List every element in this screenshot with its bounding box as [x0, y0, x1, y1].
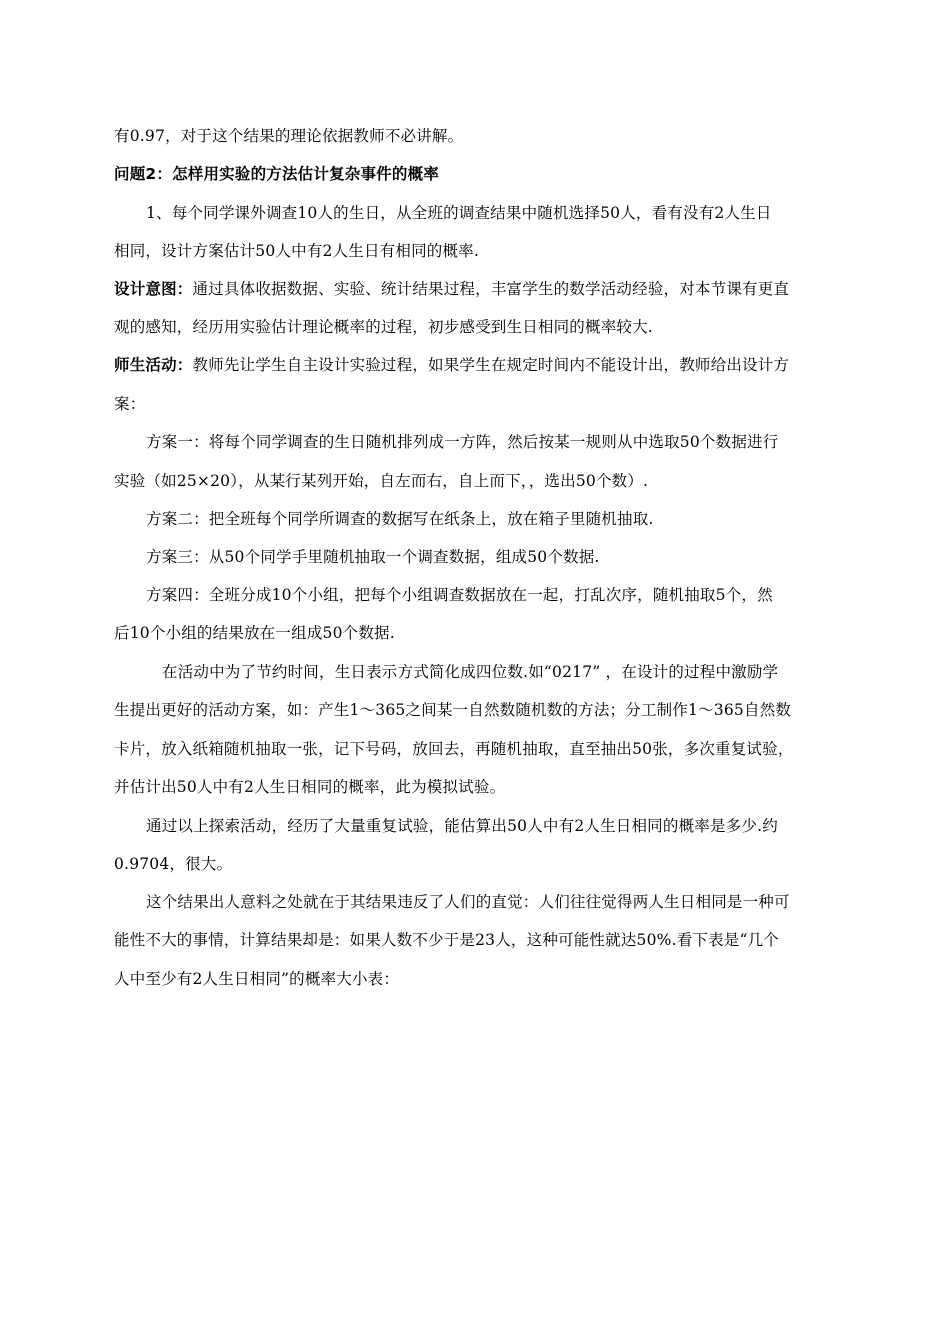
- paragraph-line: 相同，设计方案估计50人中有2人生日有相同的概率.: [114, 242, 480, 260]
- plan-three-line: 方案三：从50个同学手里随机抽取一个调查数据，组成50个数据.: [146, 548, 600, 566]
- design-intent-text: 通过具体收据数据、实验、统计结果过程，丰富学生的数学活动经验，对本节课有更直: [192, 280, 790, 298]
- plan-two-line: 方案二：把全班每个同学所调查的数据写在纸条上，放在箱子里随机抽取.: [146, 510, 654, 528]
- paragraph-line: 能性不大的事情，计算结果却是：如果人数不少于是23人，这种可能性就达50%.看下表是“几个: [114, 931, 780, 949]
- paragraph-line: 这个结果出人意料之处就在于其结果违反了人们的直觉：人们往往觉得两人生日相同是一种可: [146, 893, 790, 911]
- activity-label: 师生活动：: [114, 356, 193, 374]
- paragraph-line: 案：: [114, 395, 146, 413]
- paragraph-line: 0.9704，很大。: [114, 855, 233, 873]
- design-intent-label: 设计意图：: [114, 280, 193, 298]
- paragraph-line: 卡片，放入纸箱随机抽取一张，记下号码，放回去，再随机抽取，直至抽出50张，多次重复试验，: [114, 740, 794, 758]
- design-intent-line: [114, 279, 789, 299]
- paragraph-line: 实验（如25×20），从某行某列开始，自左而右，自上而下，，选出50个数）.: [114, 472, 649, 490]
- paragraph-line: 1、每个同学课外调查10人的生日，从全班的调查结果中随机选择50人，看有没有2人生日: [146, 204, 772, 222]
- paragraph-line: 有0.97，对于这个结果的理论依据教师不必讲解。: [114, 127, 464, 145]
- activity-line: [114, 355, 789, 375]
- paragraph-line: 观的感知，经历用实验估计理论概率的过程，初步感受到生日相同的概率较大.: [114, 318, 653, 336]
- plan-one-line: 方案一：将每个同学调查的生日随机排列成一方阵，然后按某一规则从中选取50个数据进行: [146, 433, 779, 451]
- paragraph-line: 生提出更好的活动方案，如：产生1～365之间某一自然数随机数的方法；分工制作1～365自然数: [114, 701, 792, 719]
- activity-text: 教师先让学生自主设计实验过程，如果学生在规定时间内不能设计出，教师给出设计方: [192, 356, 790, 374]
- paragraph-line: 在活动中为了节约时间，生日表示方式简化成四位数.如“0217” ，在设计的过程中激励学: [162, 663, 779, 681]
- paragraph-line: 后10个小组的结果放在一组成50个数据.: [114, 624, 395, 642]
- paragraph-line: 通过以上探索活动，经历了大量重复试验，能估算出50人中有2人生日相同的概率是多少.约: [146, 817, 778, 835]
- question-heading: 问题2：怎样用实验的方法估计复杂事件的概率: [114, 165, 439, 183]
- paragraph-line: 并估计出50人中有2人生日相同的概率，此为模拟试验。: [114, 778, 506, 796]
- paragraph-line: 人中至少有2人生日相同”的概率大小表：: [114, 970, 400, 988]
- plan-four-line: 方案四：全班分成10个小组，把每个小组调查数据放在一起，打乱次序，随机抽取5个，然: [146, 586, 773, 604]
